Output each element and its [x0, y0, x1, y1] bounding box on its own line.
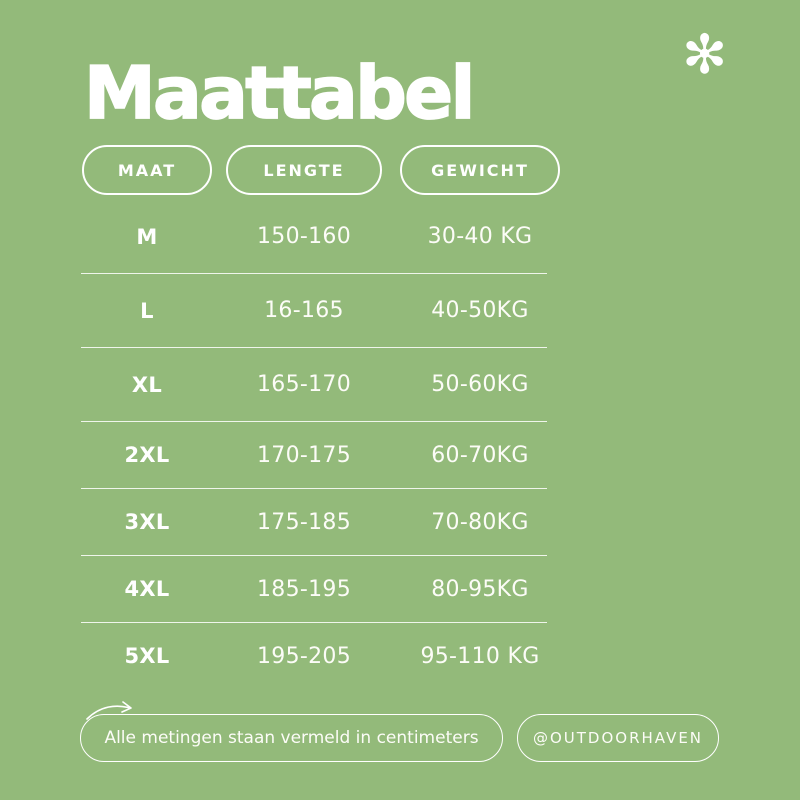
size-cell: XL	[131, 372, 163, 397]
table-row	[83, 623, 563, 689]
table-row	[83, 489, 563, 555]
table-row	[83, 422, 563, 488]
weight-cell: 60-70KG	[431, 442, 529, 468]
page-title: Maattabel	[84, 51, 473, 136]
brand-handle-pill	[517, 714, 719, 762]
size-cell: 3XL	[124, 510, 170, 534]
table-row	[83, 200, 563, 273]
asterisk-icon: ✻	[682, 23, 728, 86]
weight-cell: 50-60KG	[431, 372, 529, 397]
length-cell: 195-205	[256, 643, 352, 669]
weight-cell: 80-95KG	[431, 576, 529, 602]
table-row	[83, 348, 563, 421]
brand-handle-text: @OUTDOORHAVEN	[532, 729, 704, 747]
size-cell: 4XL	[124, 577, 170, 601]
column-header-lengte	[226, 145, 382, 195]
column-header-maat	[82, 145, 212, 195]
measurement-note-text: Alle metingen staan vermeld in centimeters	[104, 728, 479, 748]
column-header-gewicht	[400, 145, 560, 195]
length-cell: 175-185	[256, 509, 352, 535]
length-cell: 185-195	[256, 576, 352, 602]
length-cell: 170-175	[256, 442, 352, 468]
weight-cell: 30-40 KG	[427, 224, 533, 249]
length-cell: 16-165	[264, 298, 344, 323]
length-cell: 150-160	[256, 224, 352, 249]
length-cell: 165-170	[256, 372, 352, 397]
weight-cell: 95-110 KG	[420, 643, 540, 669]
weight-cell: 70-80KG	[431, 509, 529, 535]
size-cell: M	[136, 224, 158, 249]
size-cell: 5XL	[124, 644, 170, 668]
table-row	[83, 556, 563, 622]
table-header-row	[83, 145, 563, 195]
column-header-label: GEWICHT	[431, 160, 529, 180]
column-header-label: MAAT	[117, 160, 177, 180]
size-table-body	[83, 200, 563, 689]
column-header-label: LENGTE	[263, 160, 345, 180]
measurement-note-pill	[80, 714, 503, 762]
table-row	[83, 274, 563, 347]
weight-cell: 40-50KG	[431, 298, 529, 323]
size-cell: L	[140, 298, 154, 323]
size-cell: 2XL	[124, 443, 170, 467]
